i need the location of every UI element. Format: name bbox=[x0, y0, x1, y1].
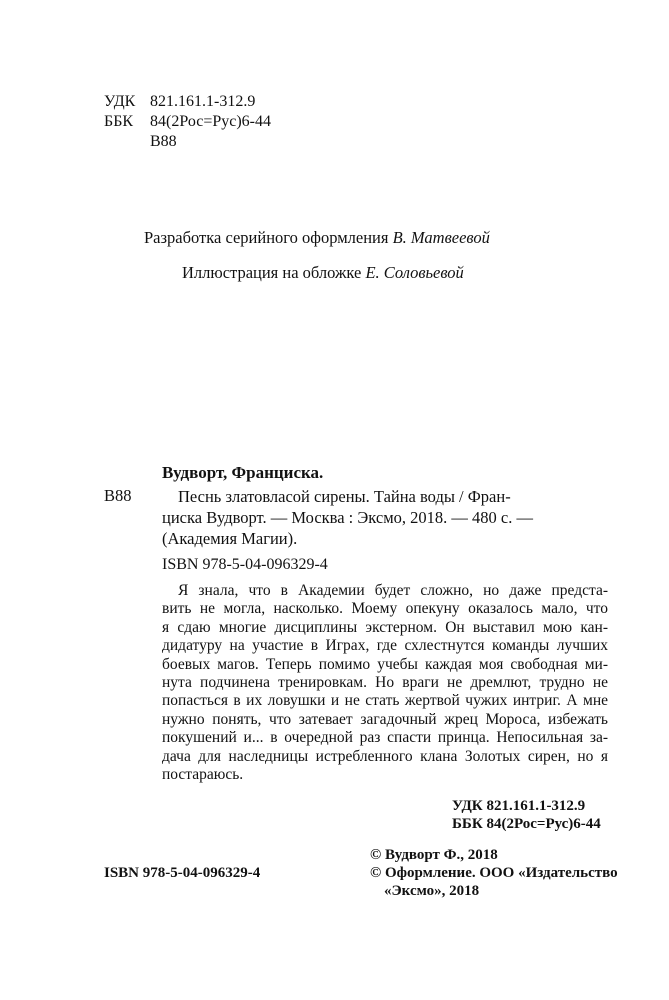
author-sign: В88 bbox=[150, 133, 177, 150]
record-author: Вудворт, Франциска. bbox=[162, 463, 324, 482]
udk-label: УДК bbox=[104, 93, 136, 110]
classification-codes bbox=[104, 92, 271, 152]
annotation-line: я сдаю многие дисциплины экстерном. Он выставил мою кан- bbox=[162, 618, 608, 636]
bbk-value: 84(2Рос=Рус)6-44 bbox=[150, 113, 272, 130]
annotation-line: постараюсь. bbox=[162, 766, 244, 784]
footer-bbk: ББК 84(2Рос=Рус)6-44 bbox=[452, 816, 601, 832]
cover-credit-name: Е. Соловьевой bbox=[365, 263, 464, 282]
annotation-line: нута подчинена тренировкам. Но враги не дремлют, трудно не bbox=[162, 674, 608, 692]
annotation-line: попасться в их ловушки и не стать жертвой чужих интриг. А мне bbox=[162, 692, 608, 710]
design-credit-prefix: Разработка серийного оформления bbox=[144, 228, 389, 247]
cover-credit-prefix: Иллюстрация на обложке bbox=[182, 263, 362, 282]
cover-credit bbox=[182, 263, 464, 283]
copyright-design-line-1: © Оформление. ООО «Издательство bbox=[370, 865, 618, 881]
annotation-line: боевых магов. Теперь помимо учебы каждая моя свободная ми- bbox=[162, 655, 608, 673]
udk-value: 821.161.1-312.9 bbox=[150, 93, 256, 110]
annotation-line: дача для наследницы истребленного клана Золотых сирен, но я bbox=[162, 747, 608, 765]
copyright-author: © Вудворт Ф., 2018 bbox=[370, 847, 498, 863]
annotation-line: дидатуру на участие в Играх, где схлестнутся команды лучших bbox=[162, 637, 608, 655]
bbk-label: ББК bbox=[104, 113, 134, 130]
annotation-line: покушений и... в очередной раз спасти принца. Непосильная за- bbox=[162, 729, 608, 747]
footer-udk: УДК 821.161.1-312.9 bbox=[452, 798, 586, 814]
design-credit bbox=[144, 228, 490, 248]
record-title-line-1: Песнь златовласой сирены. Тайна воды / Фран- bbox=[178, 487, 511, 506]
record-title bbox=[178, 486, 608, 507]
copyright-block bbox=[370, 846, 618, 900]
footer-isbn: ISBN 978-5-04-096329-4 bbox=[104, 865, 261, 881]
record-title-line-2: циска Вудворт. — Москва : Эксмо, 2018. — 480 с. — bbox=[162, 508, 533, 527]
udk-row bbox=[104, 92, 271, 112]
annotation bbox=[162, 582, 608, 784]
annotation-line: Я знала, что в Академии будет сложно, но даже предста- bbox=[178, 582, 608, 599]
record-isbn: ISBN 978-5-04-096329-4 bbox=[162, 556, 328, 573]
record-title-cont bbox=[162, 507, 612, 549]
design-credit-name: В. Матвеевой bbox=[392, 228, 490, 247]
annotation-line: вить не могла, насколько. Моему опекуну оказалось мало, что bbox=[162, 600, 608, 618]
annotation-line: нужно понять, что затевает загадочный жрец Мороса, избежать bbox=[162, 710, 608, 728]
record-title-line-3: (Академия Магии). bbox=[162, 529, 298, 548]
author-sign-row bbox=[104, 132, 271, 152]
bbk-row bbox=[104, 112, 271, 132]
footer-codes bbox=[452, 797, 601, 833]
record-author-sign: В88 bbox=[104, 486, 132, 505]
copyright-design-line-2: «Эксмо», 2018 bbox=[384, 883, 480, 899]
